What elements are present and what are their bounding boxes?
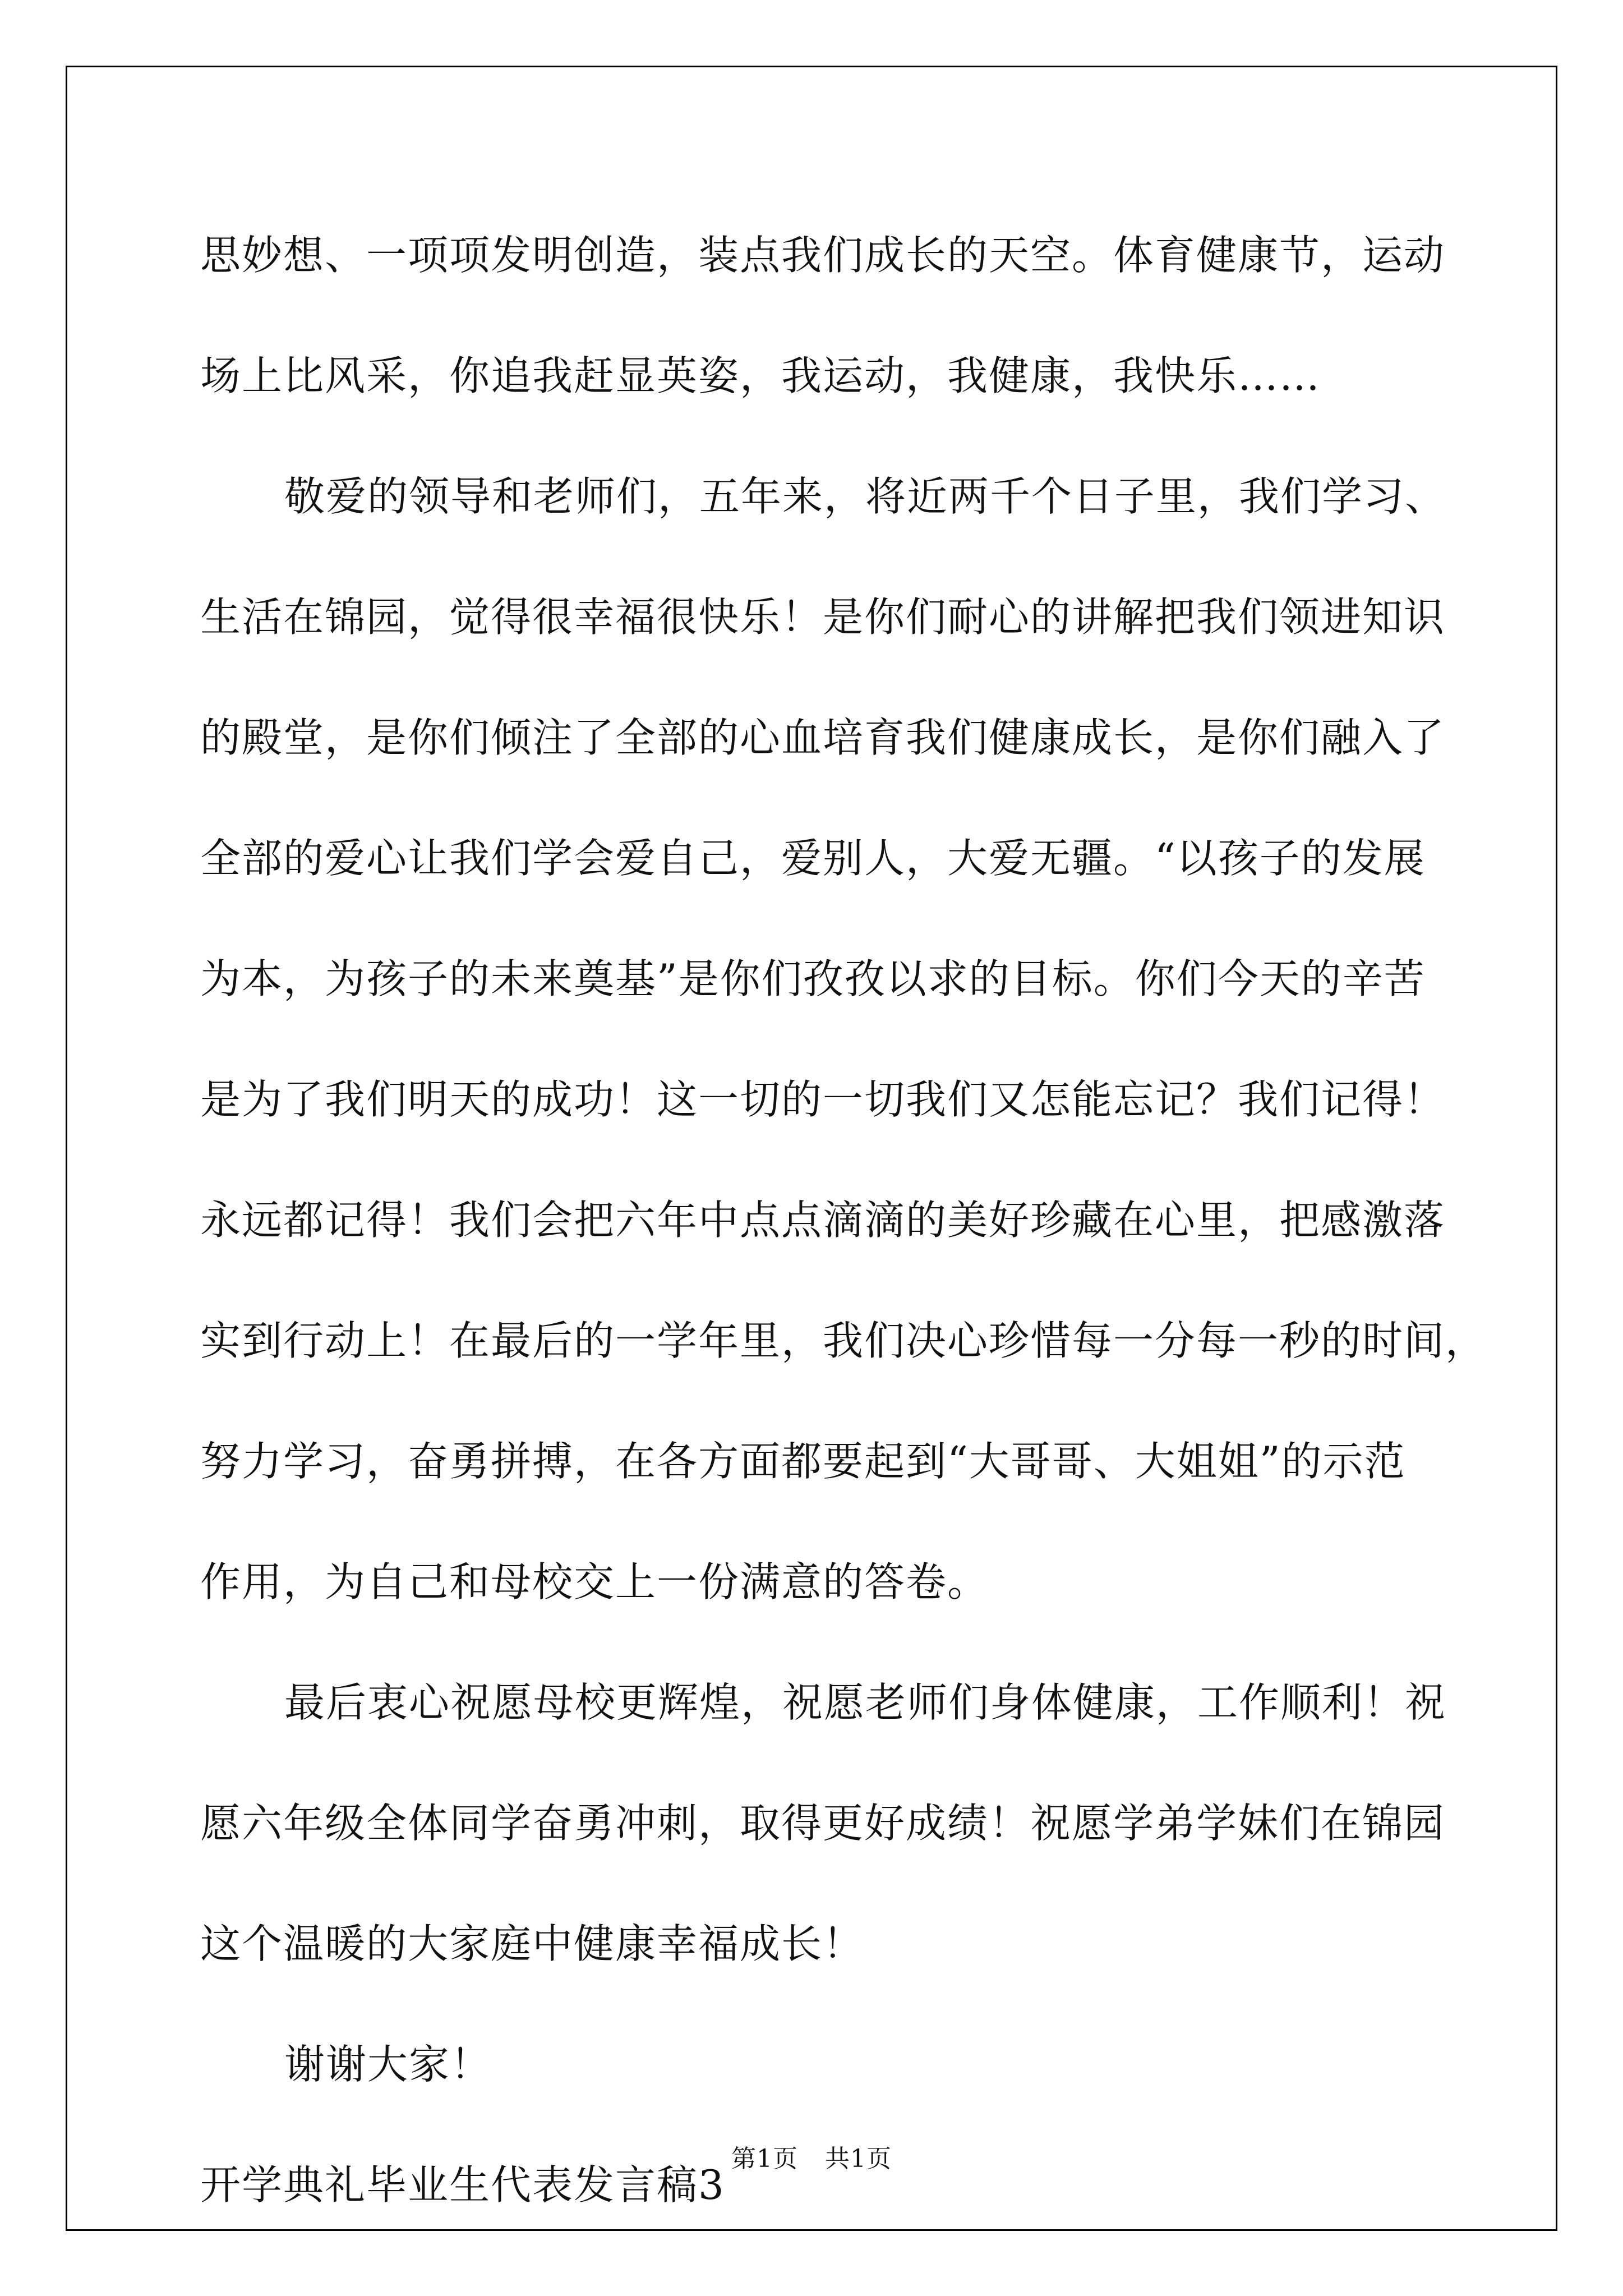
- text-line: 努力学习，奋勇拼搏，在各方面都要起到“大哥哥、大姐姐”的示范: [200, 1438, 1406, 1485]
- document-body: [200, 213, 1487, 2263]
- text-line: 永远都记得！我们会把六年中点点滴滴的美好珍藏在心里，把感激落: [200, 1197, 1446, 1244]
- text-line: 思妙想、一项项发明创造，装点我们成长的天空。体育健康节，运动: [200, 232, 1446, 279]
- text-line: 这个温暖的大家庭中健康幸福成长！: [200, 1920, 865, 1967]
- text-line: 实到行动上！在最后的一学年里，我们决心珍惜每一分每一秒的时间，: [200, 1317, 1487, 1364]
- text-line: 为本，为孩子的未来奠基”是你们孜孜以求的目标。你们今天的辛苦: [200, 955, 1426, 1002]
- text-line: 的殿堂，是你们倾注了全部的心血培育我们健康成长，是你们融入了: [200, 714, 1446, 761]
- text-line: 生活在锦园，觉得很幸福很快乐！是你们耐心的讲解把我们领进知识: [200, 593, 1446, 641]
- text-line: 场上比风采，你追我赶显英姿，我运动，我健康，我快乐……: [200, 352, 1321, 399]
- closing-line: 谢谢大家！: [284, 2041, 492, 2088]
- page-footer: [0, 2138, 1623, 2174]
- text-line: 全部的爱心让我们学会爱自己，爱别人，大爱无疆。“以孩子的发展: [200, 835, 1426, 882]
- paragraph-start: 最后衷心祝愿母校更辉煌，祝愿老师们身体健康，工作顺利！祝: [284, 1679, 1447, 1726]
- page-total: 共1页: [825, 2145, 892, 2173]
- text-line: 愿六年级全体同学奋勇冲刺，取得更好成绩！祝愿学弟学妹们在锦园: [200, 1800, 1446, 1847]
- text-line: 作用，为自己和母校交上一份满意的答卷。: [200, 1558, 989, 1605]
- page-number: 第1页: [731, 2145, 798, 2173]
- section-heading: 开学典礼毕业生代表发言稿3: [200, 2161, 725, 2208]
- paragraph-start: 敬爱的领导和老师们，五年来，将近两千个日子里，我们学习、: [284, 473, 1447, 520]
- text-line: 是为了我们明天的成功！这一切的一切我们又怎能忘记？我们记得！: [200, 1076, 1446, 1123]
